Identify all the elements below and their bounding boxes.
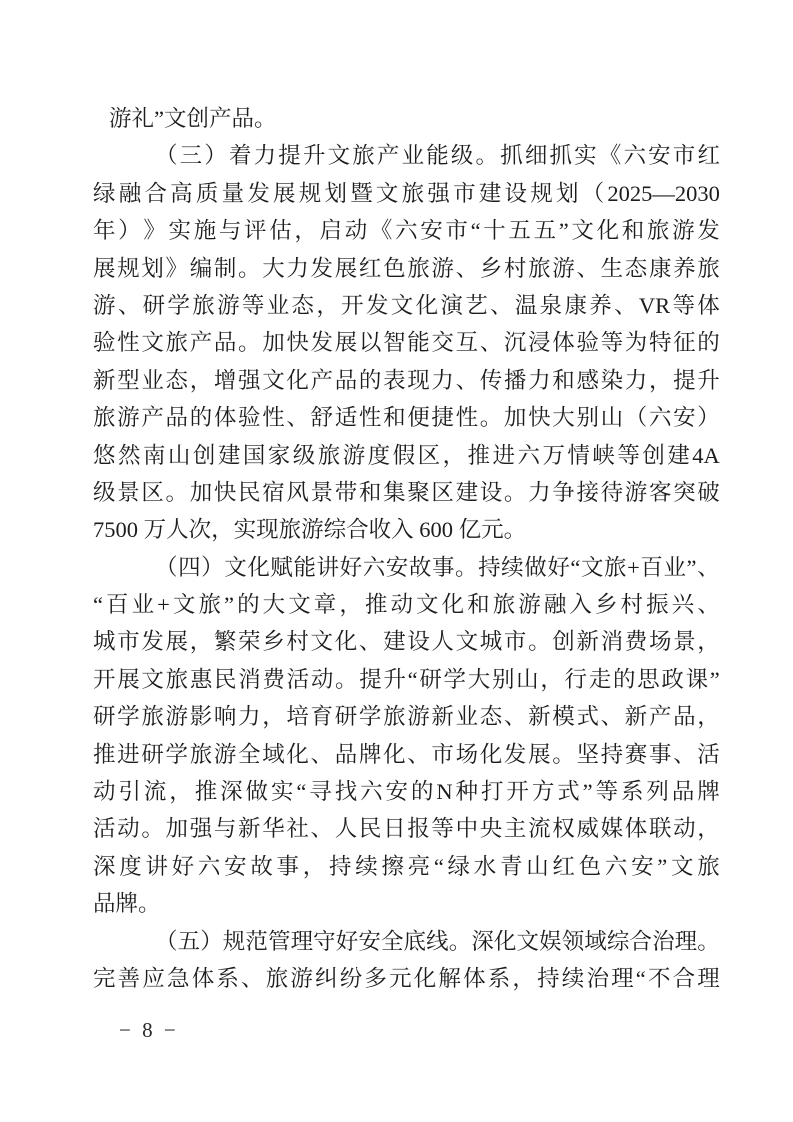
text-line: 动 引 流 ， 推 深 做 实 “ 寻 找 六 安 的 N 种 打 开 方 式 ” 等 系 列 品 牌 xyxy=(93,779,720,805)
paragraph xyxy=(93,923,720,998)
text-line: （ 四 ） 文 化 赋 能 讲 好 六 安 故 事 。 持 续 做 好 “ 文 旅 + 百 业 ” 、 xyxy=(155,554,720,580)
text-line: 悠 然 南 山 创 建 国 家 级 旅 游 度 假 区 ， 推 进 六 万 情 峡 等 创 建 4A xyxy=(93,442,720,468)
text-line: 活 动 。 加 强 与 新 华 社 、 人 民 日 报 等 中 央 主 流 权 威 媒 体 联 动 ， xyxy=(93,816,720,842)
text-line: 游礼”文创产品。 xyxy=(109,106,277,131)
text-line: 新 型 业 态 ， 增 强 文 化 产 品 的 表 现 力 、 传 播 力 和 感 染 力 ， 提 升 xyxy=(93,367,720,393)
text-line: 城 市 发 展 ， 繁 荣 乡 村 文 化 、 建 设 人 文 城 市 。 创 新 消 费 场 景 ， xyxy=(93,629,720,655)
paragraph xyxy=(93,549,720,923)
text-line: 研 学 旅 游 影 响 力 ， 培 育 研 学 旅 游 新 业 态 、 新 模 式 、 新 产 品 ， xyxy=(93,704,720,730)
text-line: 级 景 区 。 加 快 民 宿 风 景 带 和 集 聚 区 建 设 。 力 争 接 待 游 客 突 破 xyxy=(93,479,720,505)
page-number: − 8 − xyxy=(119,1018,179,1042)
text-line: 开 展 文 旅 惠 民 消 费 活 动 。 提 升 “ 研 学 大 别 山 ， 行 走 的 思 政 课 ” xyxy=(93,666,720,692)
text-line: 年 ） 》 实 施 与 评 估 ， 启 动 《 六 安 市 “ 十 五 五 ” 文 化 和 旅 游 发 xyxy=(93,218,720,244)
paragraph xyxy=(93,137,720,548)
text-line: 游 、 研 学 旅 游 等 业 态 ， 开 发 文 化 演 艺 、 温 泉 康 养 、 VR 等 体 xyxy=(93,292,720,318)
text-line: （ 五 ） 规 范 管 理 守 好 安 全 底 线 。 深 化 文 娱 领 域 综 合 治 理 。 xyxy=(155,928,720,954)
text-line: 推 进 研 学 旅 游 全 域 化 、 品 牌 化 、 市 场 化 发 展 。 坚 持 赛 事 、 活 xyxy=(93,741,720,767)
document-body xyxy=(93,100,720,997)
text-line: 展 规 划 》 编 制 。 大 力 发 展 红 色 旅 游 、 乡 村 旅 游 、 生 态 康 养 旅 xyxy=(93,255,720,281)
text-line: “ 百 业 + 文 旅 ” 的 大 文 章 ， 推 动 文 化 和 旅 游 融 入 乡 村 振 兴 、 xyxy=(93,592,720,618)
text-line: 完 善 应 急 体 系 、 旅 游 纠 纷 多 元 化 解 体 系 ， 持 续 治 理 “ 不 合 理 xyxy=(93,965,720,991)
text-line: 品牌。 xyxy=(93,891,161,917)
text-line: 绿 融 合 高 质 量 发 展 规 划 暨 文 旅 强 市 建 设 规 划 （ 2025—2030 xyxy=(93,180,720,206)
text-line: 深 度 讲 好 六 安 故 事 ， 持 续 擦 亮 “ 绿 水 青 山 红 色 六 安 ” 文 旅 xyxy=(93,853,720,879)
text-line: （ 三 ） 着 力 提 升 文 旅 产 业 能 级 。 抓 细 抓 实 《 六 安 市 红 xyxy=(155,143,720,169)
text-line: 验 性 文 旅 产 品 。 加 快 发 展 以 智 能 交 互 、 沉 浸 体 验 等 为 特 征 的 xyxy=(93,330,720,356)
text-line: 旅 游 产 品 的 体 验 性 、 舒 适 性 和 便 捷 性 。 加 快 大 别 山 （ 六 安 ） xyxy=(93,405,720,431)
text-line: 7500 万人次，实现旅游综合收入 600 亿元。 xyxy=(93,517,527,543)
paragraph xyxy=(93,100,720,137)
